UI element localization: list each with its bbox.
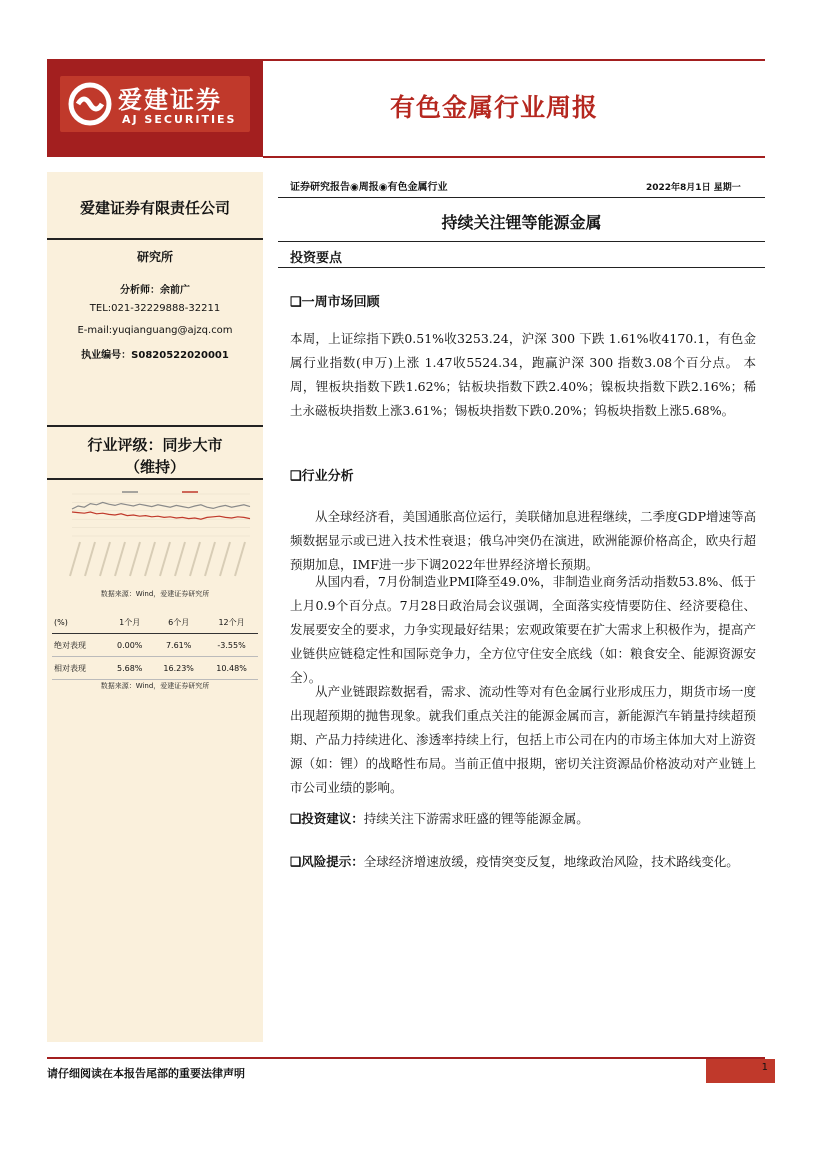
paragraph-global: 从全球经济看，美国通胀高位运行，美联储加息进程继续，二季度GDP增速等高频数据显示或已进入技术性衰退；俄乌冲突仍在演进，欧洲能源价格高企，欧央行超预期加息，IMF进一步下调2022年世界经济增长预期。 — [290, 509, 756, 572]
chart-x-tick — [115, 542, 125, 576]
industry-rating — [47, 434, 263, 478]
performance-table — [52, 611, 258, 680]
table-cell: 相对表现 — [52, 657, 107, 680]
heading-market-review: ❑一周市场回顾 — [290, 295, 380, 310]
performance-chart — [62, 488, 254, 584]
heading-industry-analysis: ❑行业分析 — [290, 469, 354, 484]
chart-x-tick — [160, 542, 170, 576]
rating-status: （维持） — [124, 458, 185, 476]
table-header-cell: 12个月 — [205, 611, 258, 634]
table-cell: 0.00% — [107, 634, 152, 657]
chart-x-tick — [235, 542, 245, 576]
chart-x-tick — [220, 542, 230, 576]
chart-series-line-1 — [72, 512, 250, 519]
chart-x-tick — [130, 542, 140, 576]
report-title: 持续关注锂等能源金属 — [441, 213, 602, 232]
sidebar-divider — [47, 425, 263, 427]
table-header-row — [52, 611, 258, 634]
risk-text: 全球经济增速放缓，疫情突变反复，地缘政治风险，技术路线变化。 — [363, 854, 739, 869]
analyst-name: 分析师：余前广 — [120, 285, 190, 296]
breadcrumb: 证券研究报告◉周报◉有色金属行业 — [290, 182, 448, 193]
section-rule — [278, 267, 765, 268]
license-number: 执业编号：S0820522020001 — [81, 350, 229, 361]
header-bottom-rule — [263, 156, 765, 158]
chart-x-tick — [175, 542, 185, 576]
table-cell: 绝对表现 — [52, 634, 107, 657]
chart-x-tick — [70, 542, 80, 576]
title-top-rule — [278, 197, 765, 198]
title-bottom-rule — [278, 241, 765, 242]
footer-rule — [47, 1057, 765, 1059]
chart-x-tick — [205, 542, 215, 576]
sidebar-divider — [47, 478, 263, 480]
paragraph-domestic: 从国内看，7月份制造业PMI降至49.0%，非制造业商务活动指数53.8%、低于上月0.9个百分点。7月28日政治局会议强调，全面落实疫情要防住、经济要稳住、发展要安全的要求，力争实现最好结果；宏观政策要在扩大需求上积极作为，提高产业链供应链稳定性和国际竞争力，全方位守住安全底线（如：粮食安全、能源资源安全）。 — [290, 574, 756, 685]
analyst-email: E-mail:yuqianguang@ajzq.com — [77, 325, 233, 336]
table-row — [52, 657, 258, 680]
page-number: 1 — [761, 1062, 768, 1073]
chart-source: 数据来源：Wind，爱建证券研究所 — [100, 590, 210, 598]
table-cell: 16.23% — [152, 657, 205, 680]
department: 研究所 — [136, 250, 173, 264]
risk-warning — [290, 850, 756, 874]
paragraph-industry-chain: 从产业链跟踪数据看，需求、流动性等对有色金属行业形成压力，期货市场一度出现超预期的抛售现象。就我们重点关注的能源金属而言，新能源汽车销量持续超预期、产品力持续进化、渗透率持续上行，包括上市公司在内的市场主体加大对上游资源（如：锂）的战略性布局。当前正值中报期，密切关注资源品价格波动对产业链上市公司业绩的影响。 — [290, 684, 756, 795]
table-cell: -3.55% — [205, 634, 258, 657]
table-row — [52, 634, 258, 657]
table-header-cell: (%) — [52, 611, 107, 634]
table-source: 数据来源：Wind，爱建证券研究所 — [100, 682, 210, 690]
logo-chinese-name: 爱建证券 — [118, 86, 222, 114]
aj-logo-icon — [68, 82, 112, 126]
chart-x-tick — [190, 542, 200, 576]
paragraph-market: 本周，上证综指下跌0.51%收3253.24，沪深 300 下跌 1.61%收4170.1，有色金属行业指数(申万)上涨 1.47收5524.34，跑赢沪深 300 指数3.08个百分点。 本周，锂板块指数下跌1.62%；钴板块指数下跌2.40%；镍板块指数下跌2.16%；稀土永磁板块指数上涨3.61%；锡板块指数下跌0.20%；钨板块指数上涨5.68%。 — [290, 331, 756, 418]
table-cell: 7.61% — [152, 634, 205, 657]
table-cell: 5.68% — [107, 657, 152, 680]
table-header-cell: 6个月 — [152, 611, 205, 634]
sidebar-divider — [47, 238, 263, 240]
report-date: 2022年8月1日 星期一 — [646, 183, 741, 193]
table-header-cell: 1个月 — [107, 611, 152, 634]
chart-series-line-0 — [72, 502, 250, 509]
section-heading: 投资要点 — [290, 251, 343, 266]
investment-advice — [290, 807, 756, 831]
rating-text: 行业评级：同步大市 — [87, 436, 223, 454]
chart-x-tick — [100, 542, 110, 576]
risk-label: ❑风险提示： — [290, 854, 364, 869]
chart-x-tick — [145, 542, 155, 576]
report-category-title: 有色金属行业周报 — [390, 93, 599, 122]
analyst-phone: TEL:021-32229888-32211 — [89, 303, 221, 314]
company-name: 爱建证券有限责任公司 — [79, 199, 230, 217]
logo-english-name: AJ SECURITIES — [122, 113, 237, 126]
advice-label: ❑投资建议： — [290, 811, 364, 826]
legal-notice: 请仔细阅读在本报告尾部的重要法律声明 — [47, 1067, 245, 1080]
table-cell: 10.48% — [205, 657, 258, 680]
advice-text: 持续关注下游需求旺盛的锂等能源金属。 — [363, 811, 589, 826]
chart-x-tick — [85, 542, 95, 576]
